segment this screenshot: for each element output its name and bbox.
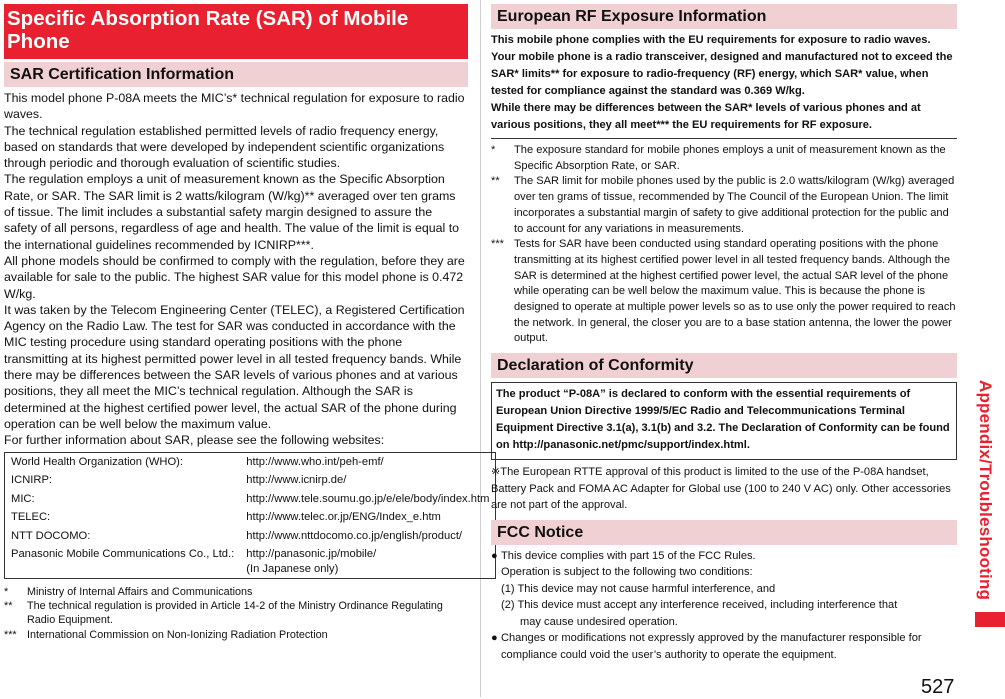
page-title: Specific Absorption Rate (SAR) of Mobile Phone xyxy=(4,4,468,59)
eu-statement: This mobile phone complies with the EU requirements for exposure to radio waves. Your mobile phone is a radio transceiver, designed and manufactured not to exceed the SAR* limits** for exposure to radio-frequency (RF) energy, which SAR* value, when tested for compliance against the standard was 0.369 W/kg. xyxy=(491,34,953,97)
footnote xyxy=(491,237,957,347)
section-tab-label[interactable]: Appendix/Troubleshooting xyxy=(976,380,995,601)
paragraph: The technical regulation established permitted levels of radio frequency energy, based on standards that were developed by independent scientific organizations through periodic and thorough evaluation of scientific studies. xyxy=(4,123,445,171)
website-url[interactable]: http://www.telec.or.jp/ENG/Index_e.htm xyxy=(246,511,441,524)
website-name: Panasonic Mobile Communications Co., Ltd.: xyxy=(11,548,235,561)
websites-table xyxy=(4,452,496,580)
fcc-notice xyxy=(491,548,957,664)
website-row xyxy=(5,471,496,490)
website-url[interactable]: http://www.icnirp.de/ xyxy=(246,474,347,487)
declaration-heading: Declaration of Conformity xyxy=(491,353,957,378)
website-url[interactable]: http://www.who.int/peh-emf/ xyxy=(246,455,384,468)
footnote xyxy=(4,585,468,599)
eu-rf-heading: European RF Exposure Information xyxy=(491,4,957,29)
right-column xyxy=(491,4,957,663)
left-column xyxy=(4,4,490,642)
website-row xyxy=(5,490,496,509)
website-url-group xyxy=(240,545,496,579)
paragraph: It was taken by the Telecom Engineering Center (TELEC), a Registered Certification Agency on the Radio Law. The test for SAR was conducted in accordance with the MIC testing procedure using standard operating positions with the phone transmitting at its highest permitted power level in all tested frequency bands. While there may be differences between the SAR levels of various phones and at various positions, they all meet the MIC’s technical regulation. Although the SAR is determined at the highest certified power level, the actual SAR of the phone during operation can be well below the maximum value. xyxy=(4,302,465,431)
fcc-text: Changes or modifications not expressly approved by the manufacturer responsible for compliance could void the user’s authority to operate the equipment. xyxy=(501,632,922,661)
bullet-icon: ● xyxy=(491,632,498,645)
website-name: ICNIRP: xyxy=(11,474,53,487)
footnote-mark: *** xyxy=(4,628,17,641)
fcc-heading: FCC Notice xyxy=(491,520,957,545)
footnote-mark: *** xyxy=(491,238,504,251)
website-name: NTT DOCOMO: xyxy=(11,529,91,542)
fcc-text: (1) This device may not cause harmful interference, and xyxy=(501,582,776,595)
website-row xyxy=(5,527,496,546)
paragraph: All phone models should be confirmed to comply with the regulation, before they are available for sale to the public. The highest SAR value for this model phone is 0.472 W/kg. xyxy=(4,253,465,301)
footnote-mark: ** xyxy=(491,175,500,188)
footnote xyxy=(4,599,468,627)
bullet-icon: ● xyxy=(491,549,498,562)
website-note: (In Japanese only) xyxy=(246,562,339,575)
website-name: World Health Organization (WHO): xyxy=(11,455,184,468)
paragraph: The regulation employs a unit of measurement known as the Specific Absorption Rate, or SAR. The SAR limit is 2 watts/kilogram (W/kg)** averaged over ten grams of tissue. The limit includes a substantial safety margin designed to assure the safety of all persons, regardless of age and health. The value of the limit is equal to the international guidelines recommended by ICNIRP***. xyxy=(4,172,460,252)
paragraph: This model phone P-08A meets the MIC’s* technical regulation for exposure to radio waves. xyxy=(4,91,465,122)
fcc-bullet xyxy=(491,548,957,565)
website-name: MIC: xyxy=(11,492,35,505)
footnote-mark: ** xyxy=(4,600,13,613)
website-name: TELEC: xyxy=(11,511,51,524)
rtte-note: ※The European RTTE approval of this product is limited to the use of the P-08A handset, Battery Pack and FOMA AC Adapter for Global use (100 to 240 V AC) only. Other accessories are not part of the approval. xyxy=(491,466,951,512)
footnote-text: International Commission on Non-Ionizing Radiation Protection xyxy=(27,628,328,641)
sar-body-text xyxy=(4,90,468,449)
footnote-text: Tests for SAR have been conducted using standard operating positions with the phone transmitting at its highest certified power level in all tested frequency bands. Although the SAR is determined at the highest certified power level, the actual SAR level of the phone while operating can be well below the maximum value. This is because the phone is designed to operate at multiple power levels so as to use only the power required to reach the network. In general, the closer you are to a base station antenna, the lower the power output. xyxy=(514,238,956,345)
website-url[interactable]: http://panasonic.jp/mobile/ xyxy=(246,548,377,561)
footnote xyxy=(491,174,957,237)
fcc-text: (2) This device must accept any interference received, including interference that xyxy=(501,599,898,612)
declaration-box: The product “P-08A” is declared to conform with the essential requirements of European Union Directive 1999/5/EC Radio and Telecommunications Terminal Equipment Directive 3.1(a), 3.1(b) and 3.2. The Declaration of Conformity can be found on http://panasonic.net/pmc/support/index.html. xyxy=(491,382,957,460)
footnotes xyxy=(4,585,468,642)
page-number: 527 xyxy=(921,676,955,698)
website-row xyxy=(5,508,496,527)
footnote-mark: * xyxy=(4,586,9,599)
website-row xyxy=(5,545,496,579)
footnote-text: The exposure standard for mobile phones employs a unit of measurement known as the Specific Absorption Rate, or SAR. xyxy=(514,144,946,172)
website-row xyxy=(5,452,496,471)
fcc-text: may cause undesired operation. xyxy=(520,615,678,628)
column-divider xyxy=(480,0,481,697)
footnote xyxy=(491,143,957,174)
footnote xyxy=(4,628,468,642)
footnote-text: Ministry of Internal Affairs and Communications xyxy=(27,586,253,599)
footnote-mark: * xyxy=(491,144,496,156)
fcc-text: This device complies with part 15 of the FCC Rules. xyxy=(501,549,756,562)
website-url[interactable]: http://www.tele.soumu.go.jp/e/ele/body/index.htm xyxy=(246,492,490,505)
footnote-text: The technical regulation is provided in Article 14-2 of the Ministry Ordinance Regulating Radio Equipment. xyxy=(27,600,443,627)
sar-certification-heading: SAR Certification Information xyxy=(4,62,468,87)
divider xyxy=(491,138,957,139)
eu-footnotes xyxy=(491,143,957,347)
fcc-text: Operation is subject to the following two conditions: xyxy=(501,566,753,579)
website-url[interactable]: http://www.nttdocomo.co.jp/english/product/ xyxy=(246,529,463,542)
footnote-text: The SAR limit for mobile phones used by the public is 2.0 watts/kilogram (W/kg) averaged over ten grams of tissue, recommended by The Council of the European Union. The limit incorporates a substantial margin of safety to give additional protection for the public and to account for any variations in measurements. xyxy=(514,175,955,235)
fcc-bullet xyxy=(491,630,957,663)
paragraph: For further information about SAR, please see the following websites: xyxy=(4,433,385,448)
section-tab-marker xyxy=(975,612,1005,627)
eu-statement-2: While there may be differences between the SAR* levels of various phones and at various positions, they all meet*** the EU requirements for RF exposure. xyxy=(491,102,921,131)
